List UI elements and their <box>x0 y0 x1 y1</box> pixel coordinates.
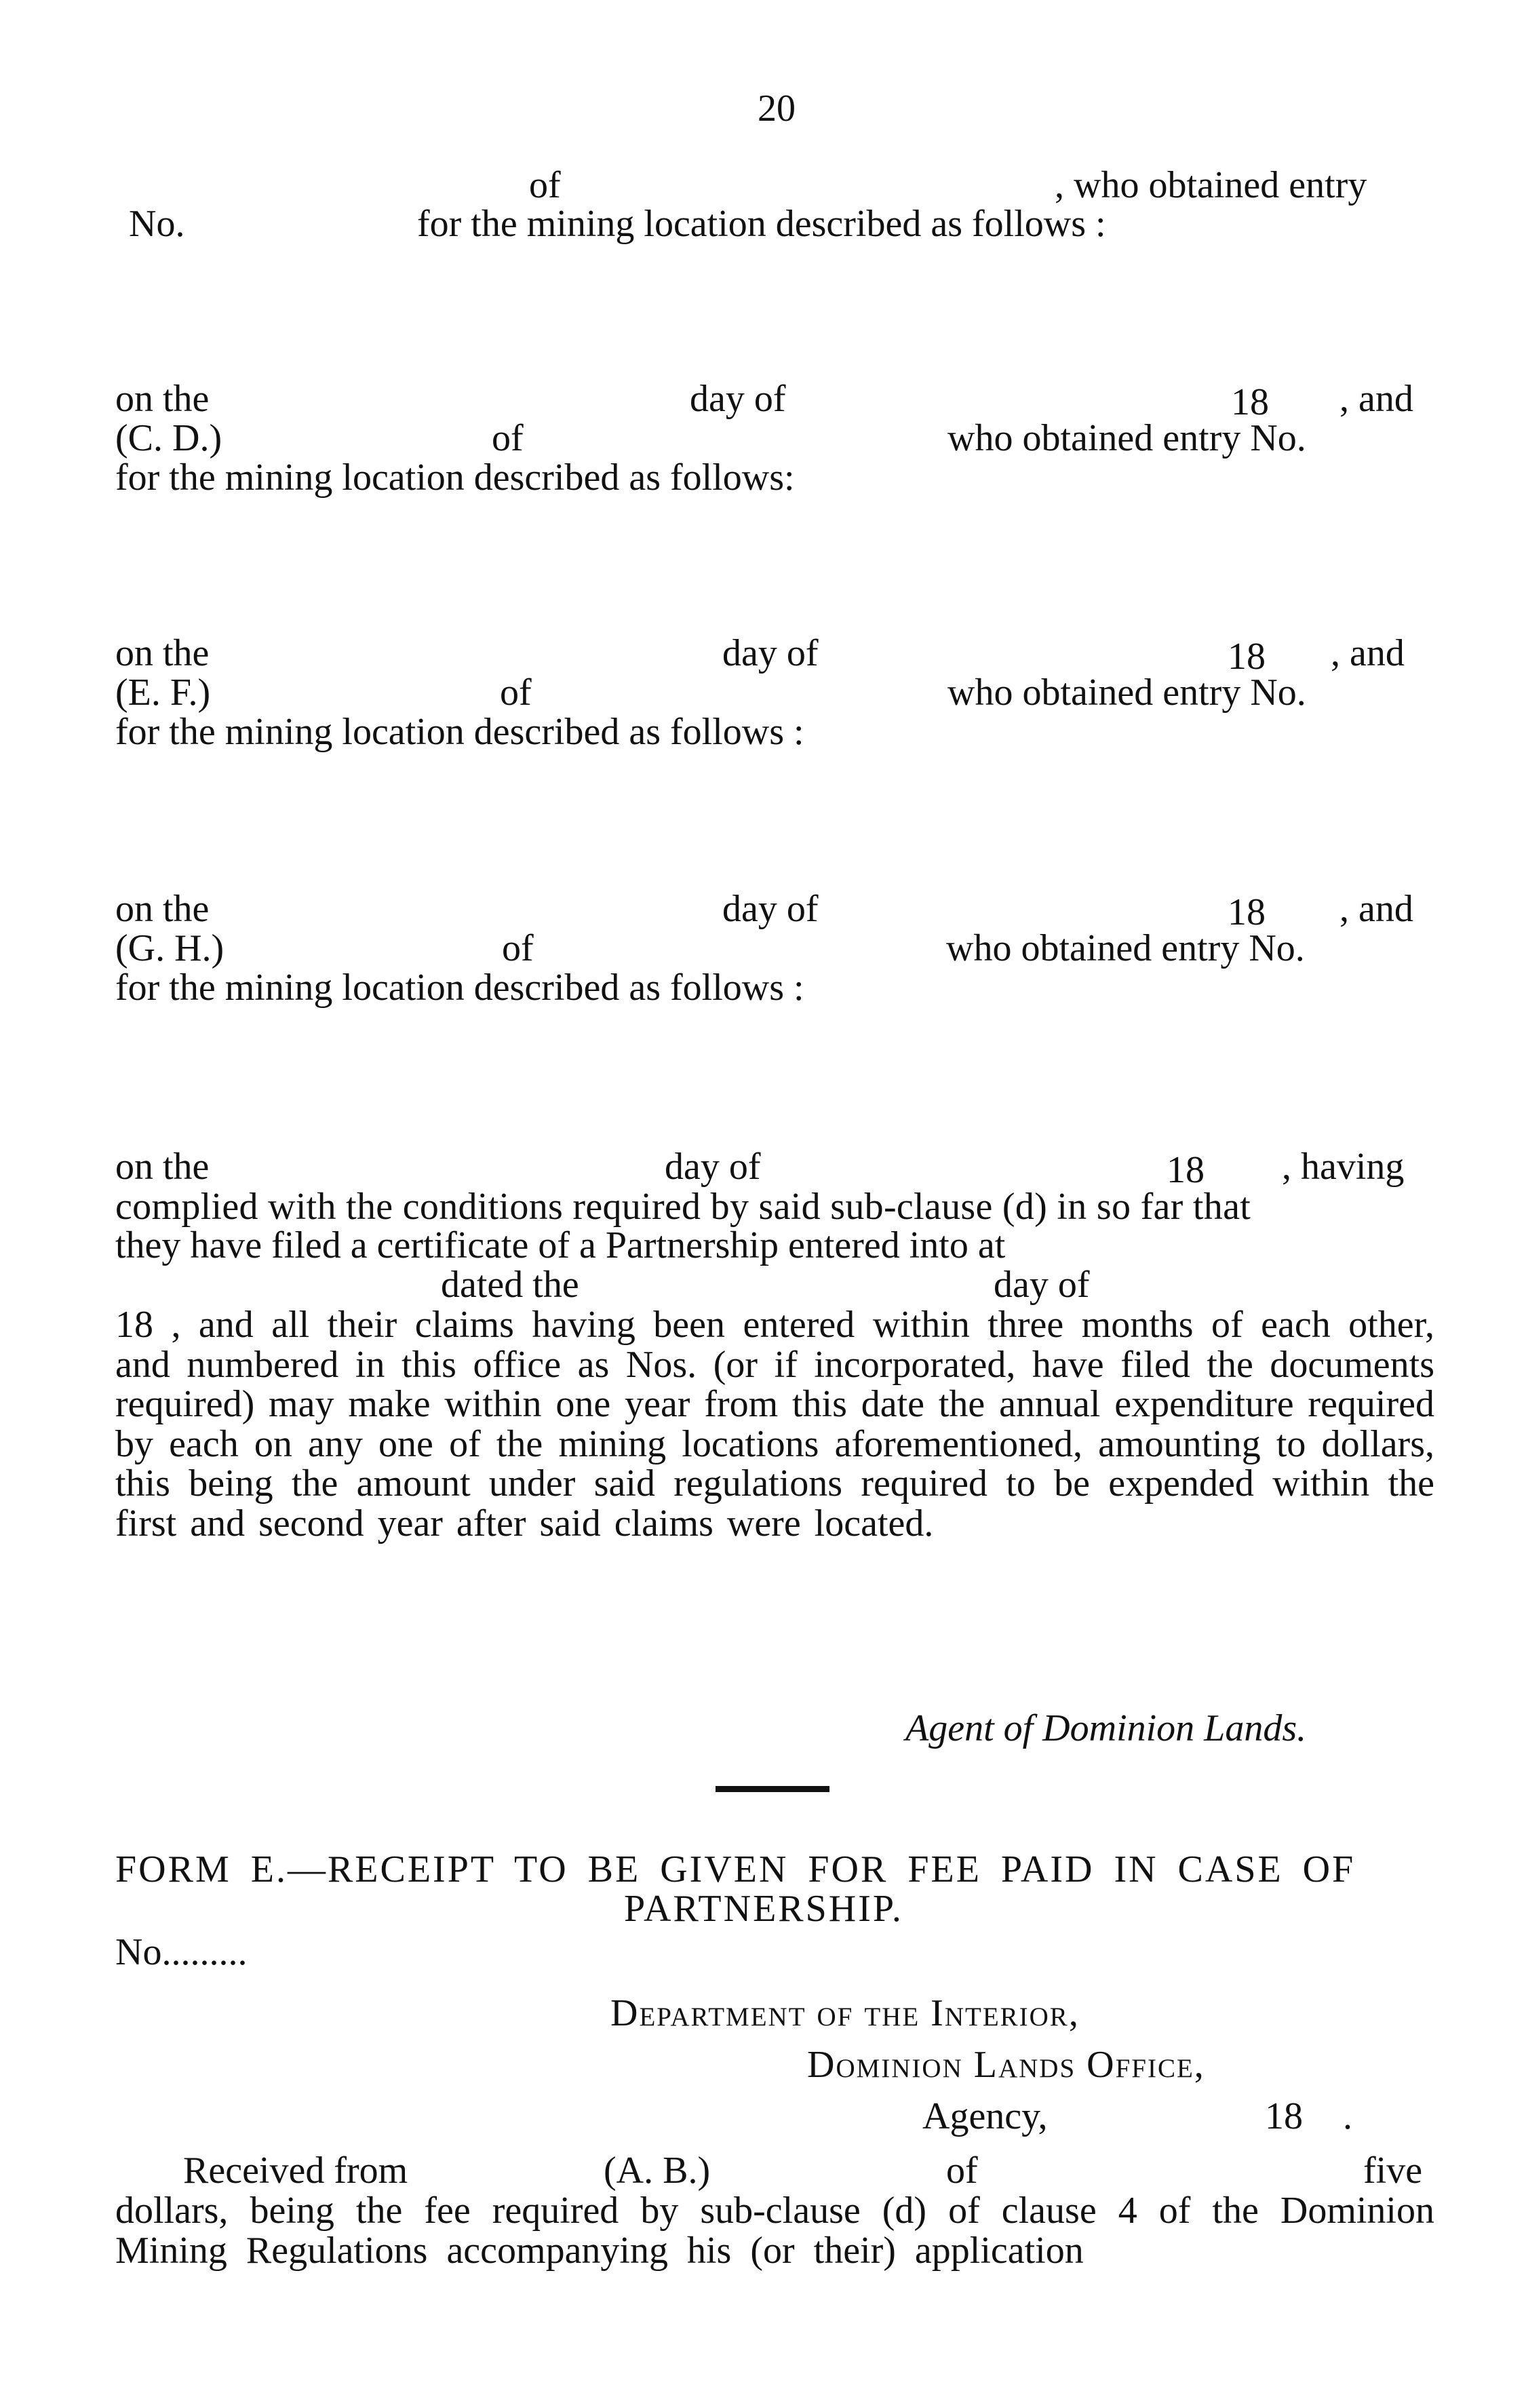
for-location: for the mining location described as follows : <box>115 967 804 1009</box>
and: , and <box>1339 888 1413 930</box>
line-complied: complied with the conditions required by said sub-clause (d) in so far that <box>115 1186 1251 1228</box>
day-of: day of <box>665 1146 761 1188</box>
on-the: on the <box>115 378 210 420</box>
five: five <box>1363 2150 1423 2192</box>
day-of: day of <box>722 632 819 674</box>
having: , having <box>1282 1146 1405 1188</box>
form-e-title: FORM E.—RECEIPT TO BE GIVEN FOR FEE PAID IN CASE OF <box>115 1848 1356 1890</box>
intro-no: No. <box>129 203 185 245</box>
day-of-2: day of <box>994 1264 1090 1306</box>
page-number: 20 <box>758 88 796 130</box>
receipt-body: dollars, being the fee required by sub-clause (d) of clause 4 of the Dominion Mining Regulations accompanying his (or their) application <box>115 2190 1434 2272</box>
certificate-body: 18 , and all their claims having been entered within three months of each other, and numbered in this office as Nos. (or if incorporated, have filed the documents required) may make within one year from this date the annual expenditure required by each on any one of the mining locations aforementioned, amounting to dollars, this being the amount under said regulations required to be expended within the first and second year after said claims were located. <box>115 1304 1434 1545</box>
for-location: for the mining location described as follows: <box>115 457 795 499</box>
day-of: day of <box>690 378 786 420</box>
section-divider <box>716 1786 829 1792</box>
on-the: on the <box>115 632 210 674</box>
agency-label: Agency, <box>922 2095 1048 2137</box>
line-certificate: they have filed a certificate of a Partnership entered into at <box>115 1224 1006 1266</box>
of: of <box>502 927 534 969</box>
receipt-number: No......... <box>115 1931 248 1973</box>
day-of: day of <box>722 888 819 930</box>
who-obtained-entry: who obtained entry No. <box>947 417 1306 459</box>
for-location: for the mining location described as follows : <box>115 711 804 753</box>
agency-year: 18 <box>1265 2095 1303 2137</box>
form-e-title-2: PARTNERSHIP. <box>624 1888 903 1930</box>
on-the: on the <box>115 888 210 930</box>
agency-year-end: . <box>1343 2095 1352 2137</box>
party-label: (E. F.) <box>115 672 211 714</box>
dated-the: dated the <box>441 1264 579 1306</box>
and: , and <box>1331 632 1405 674</box>
year-prefix: 18 <box>1231 381 1269 423</box>
department-line: Department of the Interior, <box>610 1992 1080 2034</box>
of: of <box>500 672 532 714</box>
of: of <box>946 2150 978 2192</box>
party-label: (G. H.) <box>115 927 224 969</box>
intro-who-obtained: , who obtained entry <box>1055 164 1367 206</box>
who-obtained-entry: who obtained entry No. <box>947 672 1306 714</box>
year-prefix: 18 <box>1228 891 1266 933</box>
of: of <box>492 417 524 459</box>
who-obtained-entry: who obtained entry No. <box>946 927 1305 969</box>
on-the: on the <box>115 1146 210 1188</box>
and: , and <box>1339 378 1413 420</box>
party-ab: (A. B.) <box>604 2150 711 2192</box>
received-from: Received from <box>183 2150 408 2192</box>
agent-signature: Agent of Dominion Lands. <box>905 1707 1307 1749</box>
intro-of: of <box>529 164 561 206</box>
year-prefix: 18 <box>1228 636 1266 678</box>
party-label: (C. D.) <box>115 417 222 459</box>
office-line: Dominion Lands Office, <box>807 2044 1205 2086</box>
intro-for-location: for the mining location described as follows : <box>417 203 1106 245</box>
year-prefix: 18 <box>1167 1149 1205 1191</box>
